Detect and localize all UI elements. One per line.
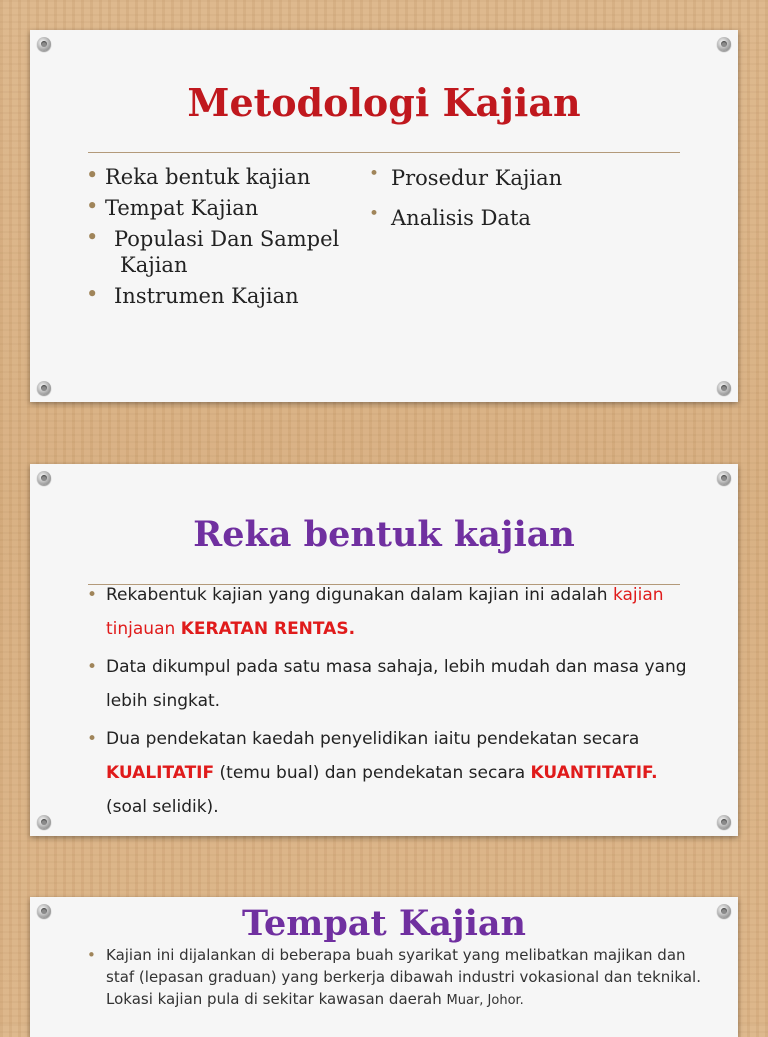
list-item-text: Kajian [120,253,188,277]
list-item [87,722,687,824]
bullet-list [87,944,717,1012]
slide-title: Reka bentuk kajian [193,514,575,555]
bullet-list-left [86,164,366,314]
list-item-text: Analisis Data [391,206,531,230]
list-item [86,283,366,309]
bullet-icon: • [87,946,96,964]
paragraph-text: Data dikumpul pada satu masa sahaja, lebih mudah dan masa yang lebih singkat. [106,657,687,711]
list-item [86,164,366,190]
screw-icon [717,471,731,485]
bullet-list [87,578,687,828]
title-divider [88,152,680,153]
bullet-icon: • [369,164,380,184]
paragraph-text: (temu bual) dan pendekatan secara [214,763,531,783]
paragraph-text: (soal selidik). [106,797,219,817]
screw-icon [37,815,51,829]
list-item [369,165,689,191]
slide-tempat-kajian [30,897,738,1037]
list-item [87,650,687,718]
highlight-text: KERATAN RENTAS. [180,619,356,639]
paragraph-text: Kajian ini dijalankan di beberapa buah syarikat yang melibatkan majikan dan staf (lepasan graduan) yang berkerja dibawah industri vokasional dan teknikal. Lokasi kajian pula di sekitar kawasan daerah [106,946,701,1008]
list-item-text: Tempat Kajian [105,196,259,220]
location-text: Muar, Johor. [446,993,524,1008]
paragraph-text: Dua pendekatan kaedah penyelidikan iaitu pendekatan secara [106,729,640,749]
list-item-text: Instrumen Kajian [114,284,299,308]
list-item-text: Reka bentuk kajian [105,165,311,189]
bullet-icon: • [87,585,98,605]
slide-metodologi-kajian [30,30,738,402]
paragraph-text: Rekabentuk kajian yang digunakan dalam kajian ini adalah [106,585,613,605]
bullet-icon: • [369,204,380,224]
highlight-text: KUANTITATIF. [530,763,658,783]
highlight-text: kajian tinjauan [106,585,664,639]
slide-title: Metodologi Kajian [187,80,581,125]
bullet-list-right [369,165,689,245]
slide-reka-bentuk-kajian [30,464,738,836]
list-item-text: Prosedur Kajian [391,166,563,190]
screw-icon [717,381,731,395]
screw-icon [37,37,51,51]
slide-title: Tempat Kajian [241,903,527,944]
screw-icon [717,37,731,51]
highlight-text: KUALITATIF [106,763,215,783]
list-item [87,578,687,646]
screw-icon [37,381,51,395]
list-item [369,205,689,231]
bullet-icon: • [87,657,98,677]
screw-icon [37,471,51,485]
list-item [86,226,366,278]
list-item [86,195,366,221]
bullet-icon: • [86,194,99,218]
bullet-icon: • [86,163,99,187]
list-item [87,944,717,1012]
screw-icon [717,815,731,829]
list-item-text: Populasi Dan Sampel [114,227,340,251]
bullet-icon: • [86,282,99,306]
bullet-icon: • [86,225,99,249]
bullet-icon: • [87,729,98,749]
